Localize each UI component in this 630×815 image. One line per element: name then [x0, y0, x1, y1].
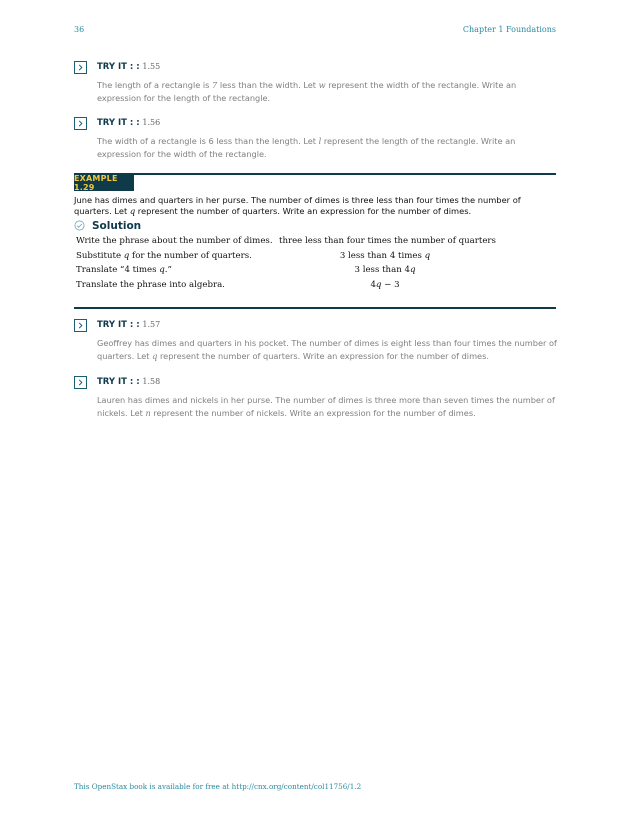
solution-step — [76, 280, 496, 294]
chevron-right-icon[interactable] — [74, 61, 87, 74]
math-variable: q — [129, 206, 136, 216]
step-description: Substitute q for the number of quarters. — [76, 250, 252, 261]
try-it-text: Geoffrey has dimes and quarters in his pocket. The number of dimes is eight less than four times the number of quarters. Let q represent the number of quarters. Write an expression for the number of dimes. — [97, 338, 557, 361]
try-it-label: TRY IT : : — [97, 118, 140, 128]
step-description: Write the phrase about the number of dimes. — [76, 236, 273, 246]
try-it-number: 1.55 — [142, 62, 161, 71]
example-bottom-rule — [74, 307, 556, 309]
math-value: 7 — [212, 80, 218, 90]
try-it-label: TRY IT : : — [97, 320, 140, 330]
try-it-number: 1.58 — [142, 377, 161, 386]
try-it-label: TRY IT : : — [97, 377, 140, 387]
solution-step — [76, 236, 496, 250]
solution-step — [76, 265, 496, 279]
try-it-label: TRY IT : : — [97, 62, 140, 72]
check-circle-icon — [74, 220, 85, 231]
try-it-heading — [97, 62, 160, 72]
try-it-text: The width of a rectangle is 6 less than the length. Let l represent the length of the rectangle. Write an expression for the width of the rectangle. — [97, 136, 516, 159]
example-problem: June has dimes and quarters in her purse. The number of dimes is three less than four times the number of quarters. Let q represent the number of quarters. Write an expression for the number of dimes. — [74, 195, 521, 216]
step-description: Translate “4 times q.” — [76, 265, 172, 275]
math-variable: w — [318, 80, 326, 90]
step-description: Translate the phrase into algebra. — [76, 279, 225, 290]
math-variable: n — [145, 407, 151, 418]
math-value: 6 — [208, 136, 214, 146]
solution-step — [76, 251, 496, 265]
chevron-right-icon[interactable] — [74, 117, 87, 130]
step-result: 3 less than 4 times q — [339, 250, 431, 261]
chevron-right-icon[interactable] — [74, 319, 87, 332]
step-result: three less than four times the number of quarters — [279, 236, 496, 246]
page-number: 36 — [74, 25, 85, 34]
try-it-text: The length of a rectangle is 7 less than the width. Let w represent the width of the rectangle. Write an expression for the length of the rectangle. — [97, 80, 517, 103]
try-it-heading — [97, 118, 160, 128]
try-it-text: Lauren has dimes and nickels in her purse. The number of dimes is three more than seven times the number of nickels. Let n represent the number of nickels. Write an expression for the number of dimes. — [97, 395, 555, 418]
step-result: 4q − 3 — [370, 279, 400, 290]
example-label: EXAMPLE 1.29 — [74, 175, 134, 191]
math-variable: q — [152, 350, 158, 361]
math-variable: l — [318, 136, 322, 146]
solution-title: Solution — [92, 220, 142, 232]
try-it-number: 1.56 — [142, 118, 161, 127]
try-it-heading — [97, 377, 160, 387]
example-top-rule — [74, 173, 556, 175]
footer-notice: This OpenStax book is available for free at http://cnx.org/content/col11756/1.2 — [74, 782, 362, 791]
chevron-right-icon[interactable] — [74, 376, 87, 389]
chapter-title: Chapter 1 Foundations — [462, 25, 556, 34]
step-result: 3 less than 4q — [354, 265, 416, 275]
try-it-number: 1.57 — [142, 320, 161, 329]
try-it-heading — [97, 320, 160, 330]
